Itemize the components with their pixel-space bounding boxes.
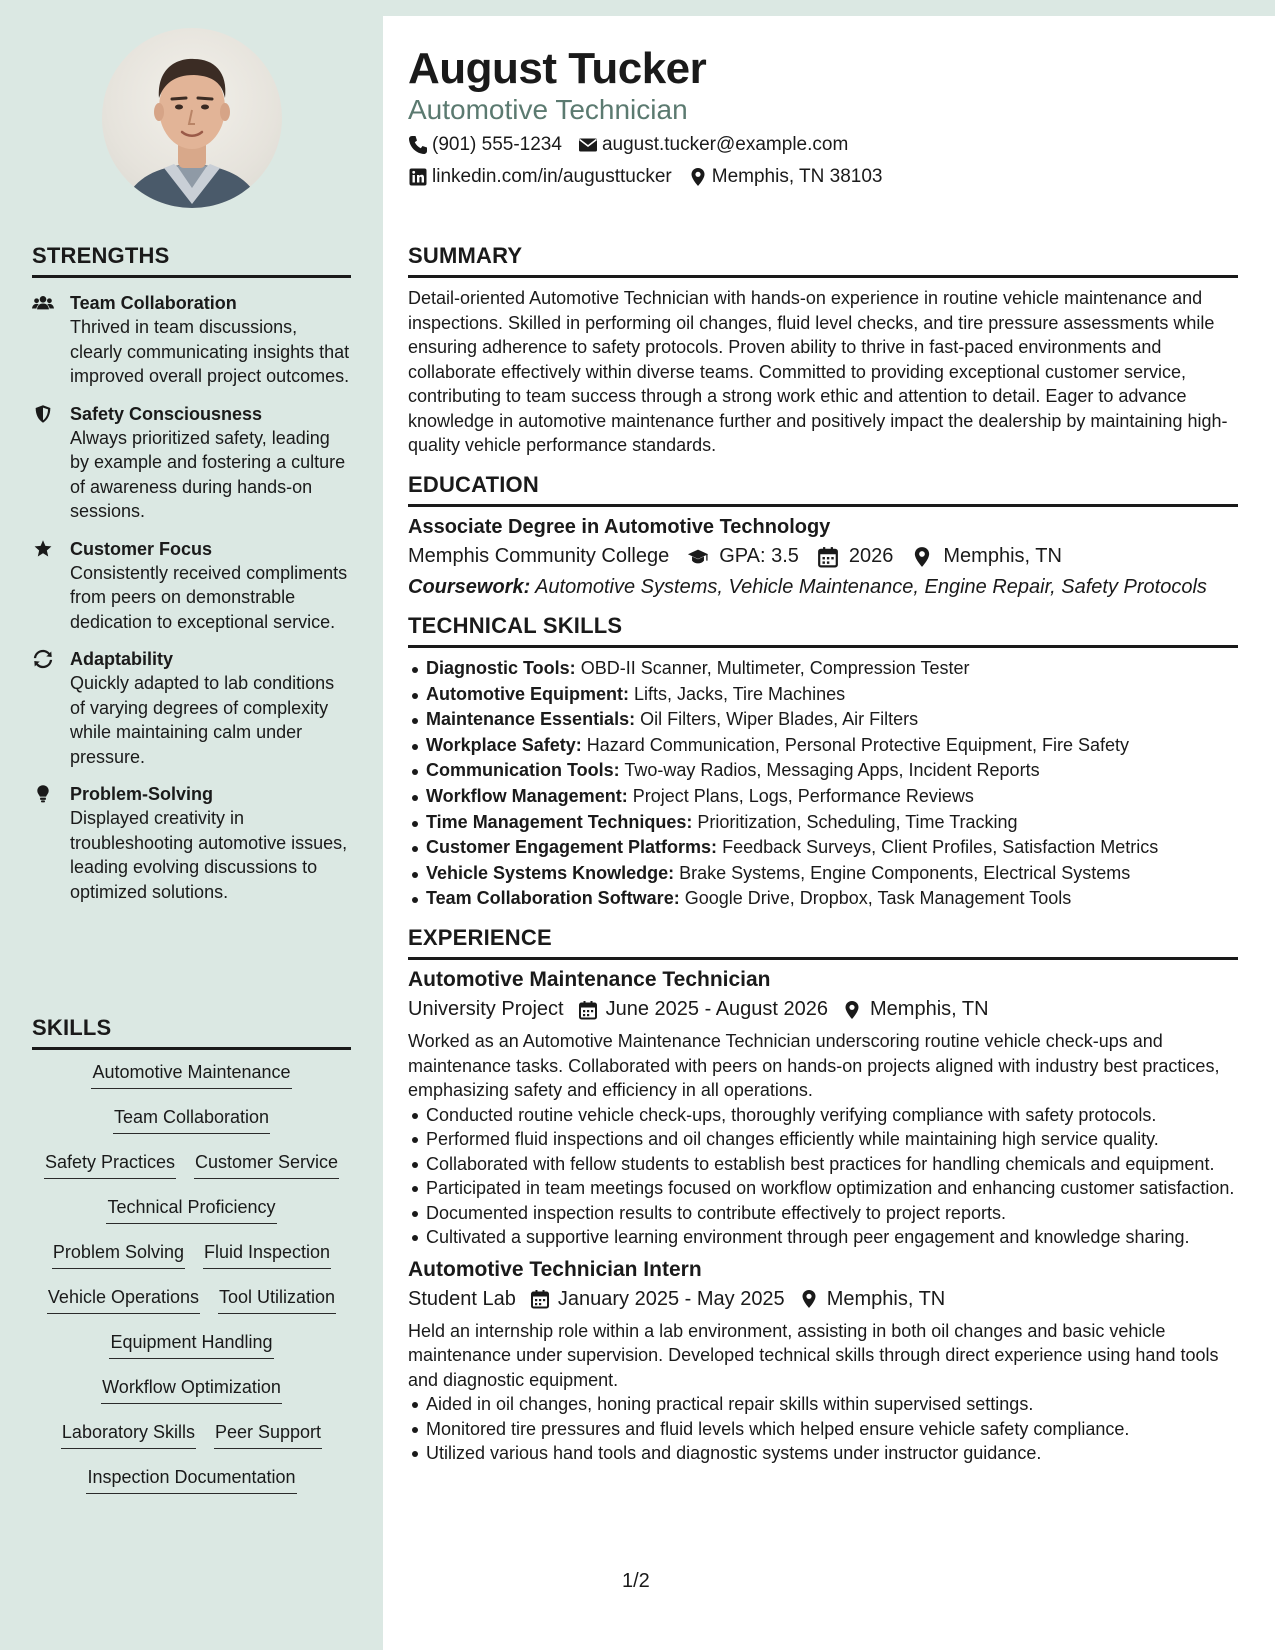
candidate-role: Automotive Technician [408,94,688,125]
job-meta [408,1288,1238,1311]
job-entry [408,968,1238,1250]
degree-title: Associate Degree in Automotive Technology [408,516,831,538]
technical-skills-list [408,656,1238,912]
refresh-icon [32,647,70,769]
candidate-name: August Tucker [408,44,707,93]
list-item: Performed fluid inspections and oil changes efficiently while maintaining high service quality. [408,1127,1238,1152]
list-item: Customer Engagement Platforms: Feedback Surveys, Client Profiles, Satisfaction Metrics [408,835,1238,861]
contact-row-2 [408,166,898,188]
map-pin-icon [842,999,862,1021]
phone-icon [408,135,428,155]
list-item: Maintenance Essentials: Oil Filters, Wiper Blades, Air Filters [408,707,1238,733]
lightbulb-icon [32,782,70,904]
job-org: University Project [408,998,564,1020]
sidebar [0,0,383,1650]
skill-tag: Peer Support [214,1420,322,1449]
school-location: Memphis, TN [943,545,1062,567]
list-item: Diagnostic Tools: OBD-II Scanner, Multimeter, Compression Tester [408,656,1238,682]
job-location: Memphis, TN [826,1287,946,1310]
list-item: Participated in team meetings focused on workflow optimization and enhancing customer satisfaction. [408,1176,1238,1201]
linkedin-icon [408,167,428,187]
job-description: Held an internship role within a lab environment, assisting in both oil changes and basic vehicle maintenance under supervision. Developed technical skills through direct experience using hand tools and diagnostic equipment. [408,1320,1219,1390]
strength-item [32,647,351,769]
technical-skills-heading: TECHNICAL SKILLS [408,613,1238,648]
summary-heading: SUMMARY [408,243,1238,278]
strength-desc: Thrived in team discussions, clearly communicating insights that improved overall project outcomes. [70,317,350,386]
job-org: Student Lab [408,1287,516,1310]
linkedin-link[interactable]: linkedin.com/in/augusttucker [432,166,672,187]
skill-tag: Equipment Handling [109,1330,273,1359]
skill-tag: Workflow Optimization [101,1375,282,1404]
calendar-icon [817,546,839,568]
education-section [408,472,1238,599]
list-item: Workflow Management: Project Plans, Logs, Performance Reviews [408,784,1238,810]
list-item: Conducted routine vehicle check-ups, thoroughly verifying compliance with safety protocols. [408,1103,1238,1128]
list-item: Time Management Techniques: Prioritization, Scheduling, Time Tracking [408,810,1238,836]
skill-tag: Safety Practices [44,1150,176,1179]
strength-desc: Always prioritized safety, leading by example and fostering a culture of awareness during hands-on sessions. [70,427,346,521]
list-item: Workplace Safety: Hazard Communication, Personal Protective Equipment, Fire Safety [408,733,1238,759]
envelope-icon [578,135,598,155]
strength-desc: Quickly adapted to lab conditions of varying degrees of complexity while maintaining calm under pressure. [70,673,335,767]
job-description: Worked as an Automotive Maintenance Technician underscoring routine vehicle check-ups and maintenance tasks. Collaborated with peers on hands-on projects aligned with industry best practices, emphasizing safety and efficiency in all operations. [408,1031,1220,1100]
education-heading: EDUCATION [408,472,1238,507]
star-icon [32,537,70,635]
portrait-illustration [102,28,282,208]
calendar-icon [530,1288,550,1310]
technical-skills-section [408,613,1238,912]
phone-number[interactable]: (901) 555-1234 [432,134,562,155]
map-pin-icon [911,546,933,568]
graduation-year: 2026 [848,545,894,567]
summary-text: Detail-oriented Automotive Technician with hands-on experience in routine vehicle maintenance and inspections. Skilled in performing oil changes, fluid level checks, and tire pressure assessments while ensuring adherence to safety protocols. Proven ability to thrive in fast-paced environments and collaborate effectively within diverse teams. Committed to providing exceptional customer service, contributing to team success through a strong work ethic and attention to detail. Eager to advance knowledge in automotive maintenance further and positively impact the dealership by maintaining high-quality vehicle performance standards. [408,288,1228,455]
gpa-text: GPA: 3.5 [719,545,799,567]
skill-tag: Customer Service [194,1150,339,1179]
strength-item [32,782,351,904]
map-pin-icon [688,167,708,187]
job-title: Automotive Technician Intern [408,1257,702,1281]
strength-title: Safety Consciousness [70,403,263,424]
strength-desc: Displayed creativity in troubleshooting automotive issues, leading evolving discussions to optimized solutions. [70,808,348,902]
job-location: Memphis, TN [870,998,989,1020]
skill-tag: Tool Utilization [218,1285,336,1314]
list-item: Vehicle Systems Knowledge: Brake Systems, Engine Components, Electrical Systems [408,861,1238,887]
skills-heading: SKILLS [32,1015,351,1050]
education-details [408,545,1238,568]
list-item: Monitored tire pressures and fluid levels which helped ensure vehicle safety compliance. [408,1417,1238,1442]
strength-title: Adaptability [70,649,174,669]
strength-title: Customer Focus [70,538,213,559]
strengths-section [32,243,351,904]
coursework [408,576,1238,599]
skill-tag: Team Collaboration [113,1105,270,1134]
experience-heading: EXPERIENCE [408,925,1238,960]
job-dates: June 2025 - August 2026 [605,998,829,1020]
skill-tag: Technical Proficiency [106,1195,276,1224]
list-item: Documented inspection results to contribute effectively to project reports. [408,1201,1238,1226]
skill-tag: Fluid Inspection [203,1240,331,1269]
list-item: Communication Tools: Two-way Radios, Messaging Apps, Incident Reports [408,758,1238,784]
summary-section [408,243,1238,458]
strength-desc: Consistently received compliments from peers on demonstrable dedication to exceptional service. [70,562,348,632]
skill-tag: Automotive Maintenance [91,1060,291,1089]
skills-section [32,1015,351,1510]
list-item: Utilized various hand tools and diagnostic systems under instructor guidance. [408,1441,1238,1466]
job-dates: January 2025 - May 2025 [557,1287,785,1310]
strength-item [32,291,351,389]
job-bullets [408,1392,1238,1466]
coursework-list: Automotive Systems, Vehicle Maintenance, Engine Repair, Safety Protocols [535,576,1207,598]
strength-title: Problem-Solving [70,784,214,804]
experience-section [408,925,1238,1466]
strengths-heading: STRENGTHS [32,243,351,278]
job-title: Automotive Maintenance Technician [408,968,771,991]
graduation-cap-icon [687,546,709,568]
job-bullets [408,1103,1238,1250]
school-name: Memphis Community College [408,545,670,567]
page-number: 1/2 [622,1570,650,1592]
contact-row-1 [408,134,864,156]
main-column [383,16,1275,1650]
users-icon [32,291,70,389]
list-item: Collaborated with fellow students to establish best practices for handling chemicals and equipment. [408,1152,1238,1177]
job-entry [408,1258,1238,1466]
skill-tag: Inspection Documentation [86,1465,296,1494]
skill-tag: Laboratory Skills [61,1420,196,1449]
strength-item [32,402,351,524]
map-pin-icon [799,1288,819,1310]
location-text: Memphis, TN 38103 [711,166,883,187]
email-link[interactable]: august.tucker@example.com [601,134,849,155]
list-item: Automotive Equipment: Lifts, Jacks, Tire Machines [408,682,1238,708]
skill-tag: Problem Solving [52,1240,185,1269]
strength-item [32,537,351,635]
calendar-icon [578,999,598,1021]
job-meta [408,998,1238,1021]
list-item: Cultivated a supportive learning environment through peer engagement and knowledge sharing. [408,1225,1238,1250]
strength-title: Team Collaboration [70,293,237,313]
list-item: Team Collaboration Software: Google Drive, Dropbox, Task Management Tools [408,886,1238,912]
coursework-label: Coursework: [408,576,531,598]
skill-list [32,1060,351,1510]
shield-icon [32,402,70,524]
skill-tag: Vehicle Operations [47,1285,200,1314]
list-item: Aided in oil changes, honing practical repair skills within supervised settings. [408,1392,1238,1417]
profile-photo [102,28,282,208]
